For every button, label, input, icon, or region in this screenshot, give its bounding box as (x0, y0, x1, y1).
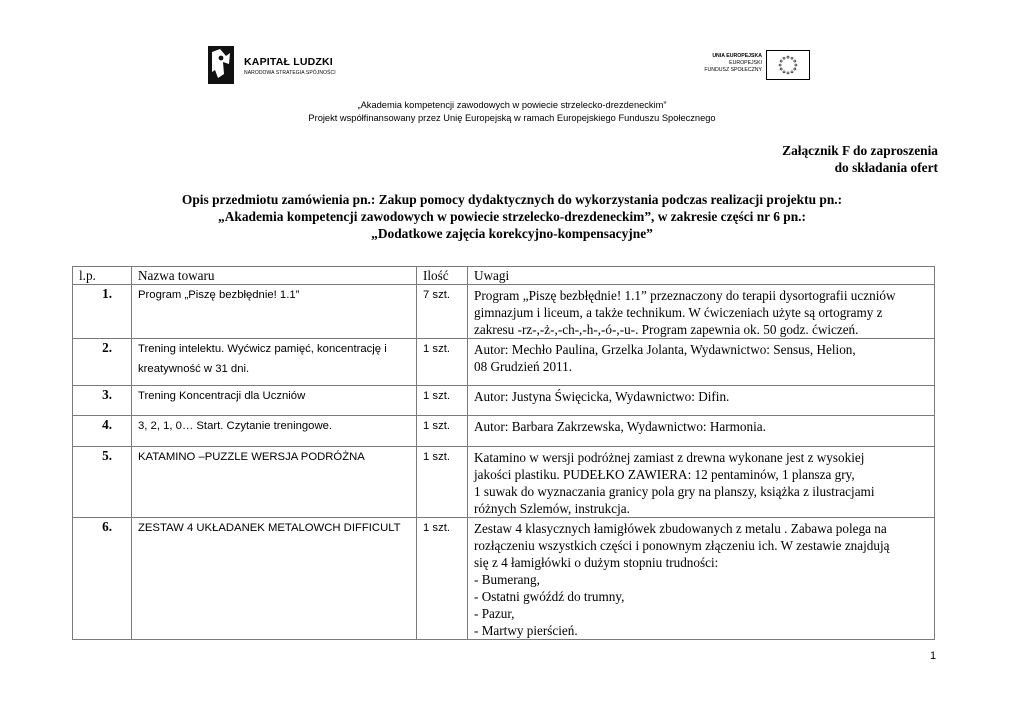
eu-logo (696, 50, 816, 84)
header-name: Nazwa towaru (132, 267, 417, 285)
remark-line: Program „Piszę bezbłędnie! 1.1” przeznaczony do terapii dysortografii uczniów (474, 288, 896, 303)
table-row (73, 416, 935, 447)
row-lp: 6. (73, 518, 132, 640)
description-line2: „Akademia kompetencji zawodowych w powiecie strzelecko-drezdeneckim”, w zakresie części nr 6 pn.: (218, 209, 806, 224)
remark-line: Autor: Justyna Święcicka, Wydawnictwo: Difin. (474, 389, 730, 404)
row-name: 3, 2, 1, 0… Start. Czytanie treningowe. (132, 416, 417, 447)
row-lp: 4. (73, 416, 132, 447)
remark-line: gimnazjum i liceum, a także technikum. W ćwiczeniach użyte są ortogramy z (474, 305, 883, 320)
eu-line1: UNIA EUROPEJSKA (712, 53, 762, 59)
page-number: 1 (930, 650, 937, 662)
eu-line3: FUNDUSZ SPOŁECZNY (704, 67, 762, 73)
table-row (73, 285, 935, 339)
annex-line1: Załącznik F do zaproszenia (782, 143, 938, 158)
row-qty: 1 szt. (417, 416, 468, 447)
remark-line: - Ostatni gwóźdź do trumny, (474, 589, 625, 604)
table-row (73, 518, 935, 640)
row-lp: 5. (73, 447, 132, 518)
remark-line: Zestaw 4 klasycznych łamigłówek zbudowanych z metalu . Zabawa polega na (474, 521, 887, 536)
order-description (0, 191, 1024, 242)
row-lp: 2. (73, 339, 132, 386)
row-remarks (468, 416, 935, 447)
remark-line: Autor: Barbara Zakrzewska, Wydawnictwo: Harmonia. (474, 419, 766, 434)
row-name: ZESTAW 4 UKŁADANEK METALOWCH DIFFICULT (132, 518, 417, 640)
remark-line: - Pazur, (474, 606, 515, 621)
description-line3: „Dodatkowe zajęcia korekcyjno-kompensacyjne” (371, 226, 653, 241)
goods-table (72, 266, 935, 640)
row-name: Trening intelektu. Wyćwicz pamięć, koncentrację i kreatywność w 31 dni. (132, 339, 417, 386)
header-remarks: Uwagi (468, 267, 935, 285)
kapital-ludzki-logo (206, 44, 346, 88)
table-header-row (73, 267, 935, 285)
row-name: Trening Koncentracji dla Uczniów (132, 386, 417, 416)
row-qty: 1 szt. (417, 339, 468, 386)
row-lp: 3. (73, 386, 132, 416)
eu-flag-icon (766, 50, 810, 80)
remark-line: - Martwy pierścień. (474, 623, 578, 638)
row-qty: 1 szt. (417, 386, 468, 416)
row-name: Program „Piszę bezbłędnie! 1.1” (132, 285, 417, 339)
remark-line: różnych Szlemów, instrukcja. (474, 501, 630, 516)
remark-line: jakości plastiku. PUDEŁKO ZAWIERA: 12 pentaminów, 1 plansza gry, (474, 467, 855, 482)
kapital-ludzki-emblem-icon (206, 44, 236, 86)
row-qty: 7 szt. (417, 285, 468, 339)
row-remarks (468, 447, 935, 518)
remark-line: 1 suwak do wyznaczania granicy pola gry na planszy, książka z ilustracjami (474, 484, 875, 499)
eu-logo-text (704, 53, 762, 74)
row-qty: 1 szt. (417, 447, 468, 518)
row-remarks (468, 339, 935, 386)
row-remarks (468, 518, 935, 640)
kapital-ludzki-title: KAPITAŁ LUDZKI (244, 56, 333, 68)
annex-title (782, 142, 938, 176)
row-name: KATAMINO –PUZZLE WERSJA PODRÓŻNA (132, 447, 417, 518)
remark-line: się z 4 łamigłówki o dużym stopniu trudności: (474, 555, 719, 570)
remark-line: zakresu -rz-,-ż-,-ch-,-h-,-ó-,-u-. Program zapewnia ok. 50 godz. ćwiczeń. (474, 322, 859, 337)
remark-line: - Bumerang, (474, 572, 540, 587)
table-row (73, 386, 935, 416)
row-remarks (468, 285, 935, 339)
header-lp: l.p. (73, 267, 132, 285)
eu-line2: EUROPEJSKI (729, 60, 762, 66)
project-name-header: „Akademia kompetencji zawodowych w powiecie strzelecko-drezdeneckim” (357, 100, 667, 110)
remark-line: Autor: Mechło Paulina, Grzelka Jolanta, Wydawnictwo: Sensus, Helion, (474, 342, 856, 357)
cofinance-header: Projekt współfinansowany przez Unię Europejską w ramach Europejskiego Funduszu Społecznego (308, 113, 716, 123)
row-remarks (468, 386, 935, 416)
remark-line: 08 Grudzień 2011. (474, 359, 573, 374)
header-qty: Ilość (417, 267, 468, 285)
table-row (73, 339, 935, 386)
row-lp: 1. (73, 285, 132, 339)
annex-line2: do składania ofert (834, 160, 938, 175)
remark-line: Katamino w wersji podróżnej zamiast z drewna wykonane jest z wysokiej (474, 450, 865, 465)
remark-line: rozłączeniu wszystkich części i ponownym złączeniu ich. W zestawie znajdują (474, 538, 890, 553)
kapital-ludzki-subtitle: NARODOWA STRATEGIA SPÓJNOŚCI (244, 70, 336, 76)
row-qty: 1 szt. (417, 518, 468, 640)
table-row (73, 447, 935, 518)
description-line1: Opis przedmiotu zamówienia pn.: Zakup pomocy dydaktycznych do wykorzystania podczas realizacji projektu pn.: (181, 192, 843, 207)
